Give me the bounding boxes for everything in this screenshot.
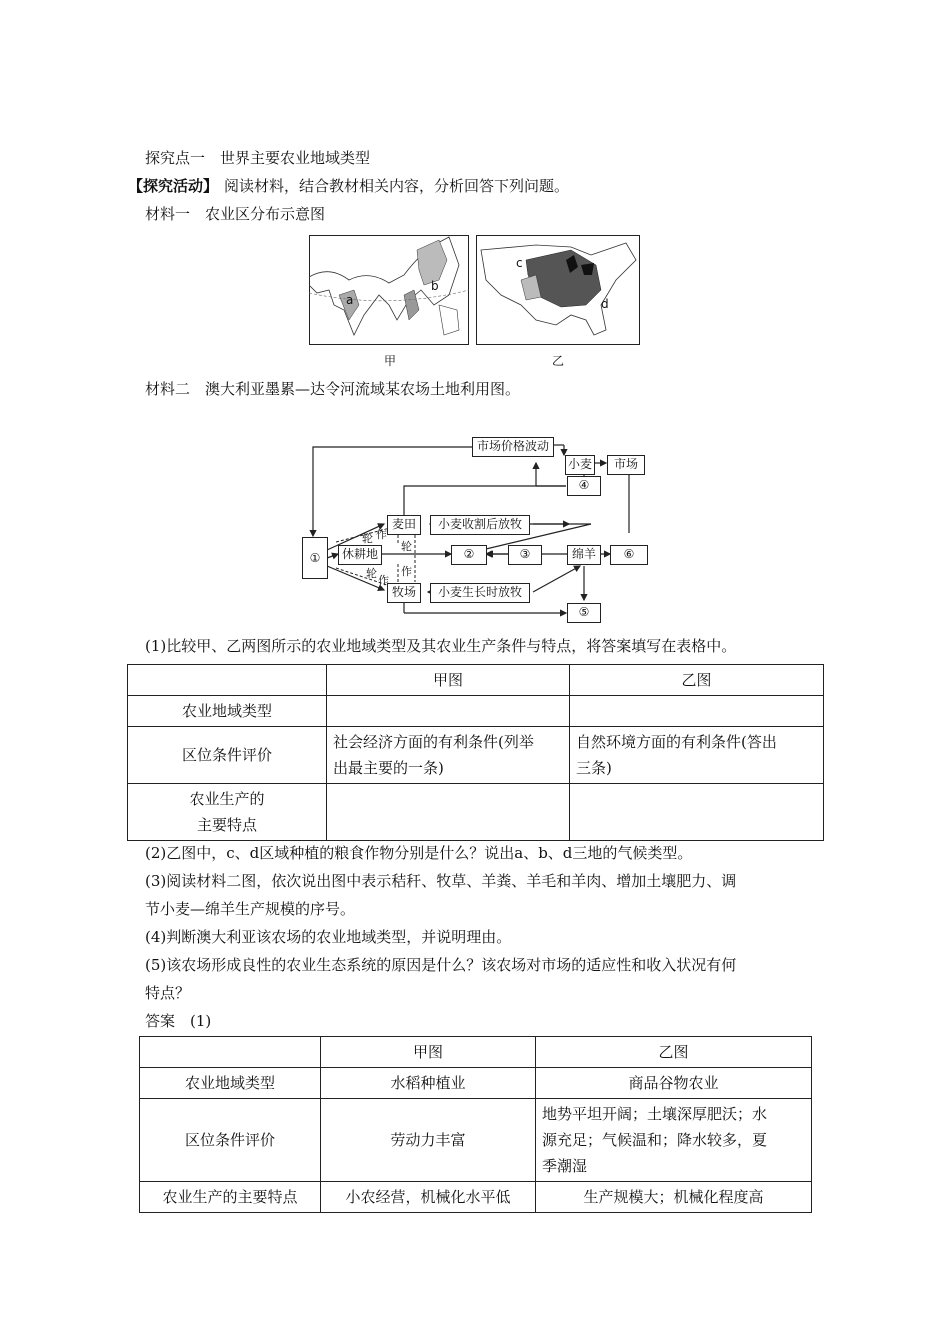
- question-5-line1: (5)该农场形成良性的农业生态系统的原因是什么？该农场对市场的适应性和收入状况有何: [145, 956, 737, 974]
- q-row-location-label: 区位条件评价: [128, 727, 327, 784]
- map-label-c: c: [516, 256, 523, 270]
- answer-table: [139, 1036, 812, 1213]
- activity-tag: 【探究活动】: [128, 177, 219, 195]
- wheat-box: 小麦: [565, 455, 595, 475]
- a-row-location-label: 区位条件评价: [140, 1099, 321, 1182]
- map-label-b: b: [431, 279, 439, 293]
- rotation-label-lun-2: 轮: [401, 540, 412, 553]
- map-label-d: d: [601, 297, 609, 311]
- q-row-type-label: 农业地域类型: [128, 696, 327, 727]
- a-row-location-yi-line3: 季潮湿: [542, 1157, 588, 1175]
- rotation-label-lun-3: 轮: [366, 567, 377, 580]
- q-header-blank: [128, 665, 327, 696]
- q-row-location-jia[interactable]: [327, 727, 570, 784]
- node-1-box: ①: [302, 537, 328, 579]
- question-4: (4)判断澳大利亚该农场的农业地域类型，并说明理由。: [145, 928, 512, 946]
- fallow-box: 休耕地: [338, 545, 382, 565]
- q-row-location-yi-line1: 自然环境方面的有利条件(答出: [576, 733, 777, 751]
- a-header-blank: [140, 1037, 321, 1068]
- rotation-label-zuo-2: 作: [401, 565, 412, 578]
- a-row-type-label: 农业地域类型: [140, 1068, 321, 1099]
- rotation-label-zuo-3: 作: [378, 574, 389, 587]
- a-row-location-yi-line1: 地势平坦开阔；土壤深厚肥沃；水: [542, 1105, 768, 1123]
- rotation-label-lun-1: 轮: [362, 532, 373, 545]
- activity-line: [128, 176, 569, 196]
- market-fluctuation-box: 市场价格波动: [472, 437, 554, 457]
- q-row-location-yi[interactable]: [570, 727, 824, 784]
- activity-text: 阅读材料，结合教材相关内容，分析回答下列问题。: [224, 177, 570, 195]
- a-row-type-yi: 商品谷物农业: [536, 1068, 812, 1099]
- material2-title: 材料二 澳大利亚墨累—达令河流域某农场土地利用图。: [145, 380, 521, 398]
- q-row-features-label: [128, 784, 327, 841]
- map-caption-yi: 乙: [552, 354, 565, 368]
- market-box: 市场: [607, 455, 645, 475]
- q-header-jia: 甲图: [327, 665, 570, 696]
- a-row-features-yi: 生产规模大；机械化程度高: [536, 1182, 812, 1213]
- a-row-type-jia: 水稻种植业: [321, 1068, 536, 1099]
- sheep-box: 绵羊: [567, 545, 601, 565]
- answer-label: 答案 (1): [145, 1012, 212, 1030]
- q-row-features-yi[interactable]: [570, 784, 824, 841]
- node-2-box: ②: [451, 545, 487, 565]
- a-row-features-jia: 小农经营，机械化水平低: [321, 1182, 536, 1213]
- question-2: (2)乙图中，c、d区域种植的粮食作物分别是什么？说出a、b、d三地的气候类型。: [145, 844, 693, 862]
- map-label-a: a: [346, 293, 354, 307]
- question-1: (1)比较甲、乙两图所示的农业地域类型及其农业生产条件与特点，将答案填写在表格中。: [145, 637, 737, 655]
- node-4-box: ④: [567, 476, 601, 496]
- rotation-label-zuo-1: 作: [376, 528, 387, 541]
- map-jia: [309, 235, 469, 345]
- a-row-location-yi: [536, 1099, 812, 1182]
- q-row-features-label-line2: 主要特点: [196, 816, 257, 834]
- a-header-jia: 甲图: [321, 1037, 536, 1068]
- material1-title: 材料一 农业区分布示意图: [145, 205, 326, 223]
- question-3-line1: (3)阅读材料二图，依次说出图中表示秸秆、牧草、羊粪、羊毛和羊肉、增加土壤肥力、调: [145, 872, 737, 890]
- map-caption-jia: 甲: [384, 354, 397, 368]
- q-row-type-jia[interactable]: [327, 696, 570, 727]
- map-yi: [476, 235, 640, 345]
- node-6-box: ⑥: [610, 545, 648, 565]
- pasture-box: 牧场: [387, 583, 421, 603]
- a-row-location-yi-line2: 源充足；气候温和；降水较多，夏: [542, 1131, 768, 1149]
- q-row-features-label-line1: 农业生产的: [189, 790, 265, 808]
- section-heading: 探究点一 世界主要农业地域类型: [145, 149, 371, 167]
- wheat-field-box: 麦田: [387, 515, 421, 535]
- q-row-features-jia[interactable]: [327, 784, 570, 841]
- question-5-line2: 特点？: [145, 984, 191, 1002]
- question-table: [127, 664, 824, 841]
- q-row-location-jia-line1: 社会经济方面的有利条件(列举: [333, 733, 534, 751]
- q-row-location-yi-line2: 三条): [576, 759, 612, 777]
- q-row-location-jia-line2: 出最主要的一条): [333, 759, 444, 777]
- q-header-yi: 乙图: [570, 665, 824, 696]
- a-row-features-label: 农业生产的主要特点: [140, 1182, 321, 1213]
- a-header-yi: 乙图: [536, 1037, 812, 1068]
- graze-after-harvest-box: 小麦收割后放牧: [430, 515, 530, 535]
- node-3-box: ③: [508, 545, 542, 565]
- q-row-type-yi[interactable]: [570, 696, 824, 727]
- a-row-location-jia: 劳动力丰富: [321, 1099, 536, 1182]
- graze-growing-box: 小麦生长时放牧: [430, 583, 530, 603]
- question-3-line2: 节小麦—绵羊生产规模的序号。: [145, 900, 356, 918]
- node-5-box: ⑤: [567, 603, 601, 623]
